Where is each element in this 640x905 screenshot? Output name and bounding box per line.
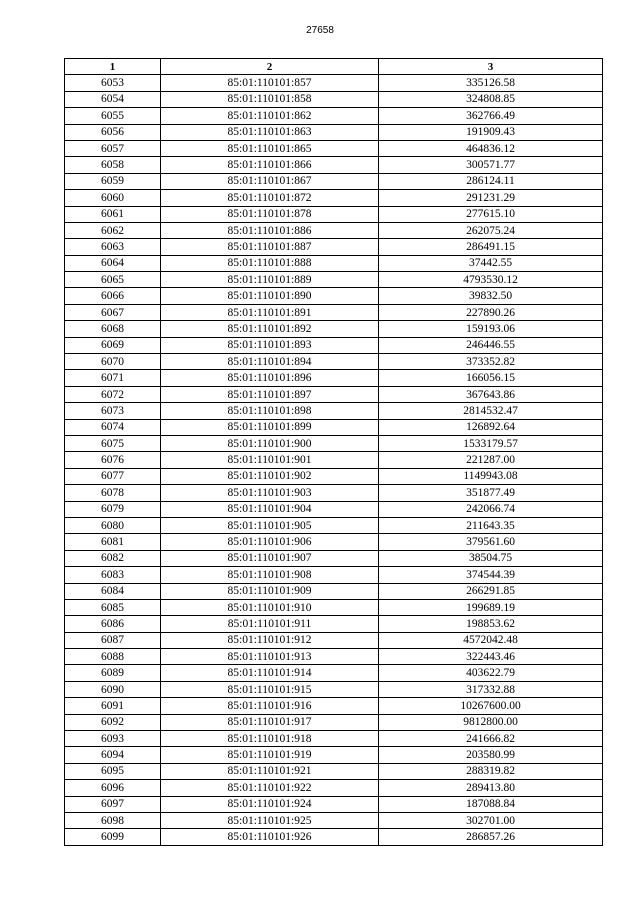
cadastral-number-cell: 85:01:110101:892 — [161, 321, 379, 337]
row-number-cell: 6068 — [65, 321, 161, 337]
row-number-cell: 6072 — [65, 386, 161, 402]
cadastral-number-cell: 85:01:110101:888 — [161, 255, 379, 271]
value-cell: 1149943.08 — [379, 468, 603, 484]
row-number-cell: 6088 — [65, 649, 161, 665]
cadastral-number-cell: 85:01:110101:898 — [161, 403, 379, 419]
table-row — [65, 419, 603, 435]
value-cell: 9812800.00 — [379, 714, 603, 730]
value-cell: 286857.26 — [379, 829, 603, 845]
cadastral-number-cell: 85:01:110101:918 — [161, 731, 379, 747]
row-number-cell: 6087 — [65, 632, 161, 648]
cadastral-number-cell: 85:01:110101:921 — [161, 763, 379, 779]
value-cell: 262075.24 — [379, 222, 603, 238]
value-cell: 159193.06 — [379, 321, 603, 337]
value-cell: 362766.49 — [379, 108, 603, 124]
row-number-cell: 6066 — [65, 288, 161, 304]
value-cell: 10267600.00 — [379, 698, 603, 714]
column-header-1: 1 — [65, 59, 161, 75]
row-number-cell: 6079 — [65, 501, 161, 517]
row-number-cell: 6089 — [65, 665, 161, 681]
value-cell: 373352.82 — [379, 354, 603, 370]
row-number-cell: 6075 — [65, 435, 161, 451]
table-row — [65, 714, 603, 730]
row-number-cell: 6084 — [65, 583, 161, 599]
cadastral-number-cell: 85:01:110101:901 — [161, 452, 379, 468]
value-cell: 221287.00 — [379, 452, 603, 468]
cadastral-number-cell: 85:01:110101:886 — [161, 222, 379, 238]
cadastral-number-cell: 85:01:110101:867 — [161, 173, 379, 189]
cadastral-number-cell: 85:01:110101:863 — [161, 124, 379, 140]
row-number-cell: 6083 — [65, 567, 161, 583]
cadastral-number-cell: 85:01:110101:904 — [161, 501, 379, 517]
row-number-cell: 6069 — [65, 337, 161, 353]
table-row — [65, 124, 603, 140]
cadastral-number-cell: 85:01:110101:887 — [161, 239, 379, 255]
row-number-cell: 6097 — [65, 796, 161, 812]
cadastral-number-cell: 85:01:110101:925 — [161, 812, 379, 828]
table-row — [65, 75, 603, 91]
cadastral-number-cell: 85:01:110101:900 — [161, 435, 379, 451]
cadastral-number-cell: 85:01:110101:865 — [161, 140, 379, 156]
row-number-cell: 6093 — [65, 731, 161, 747]
value-cell: 227890.26 — [379, 304, 603, 320]
cadastral-number-cell: 85:01:110101:911 — [161, 616, 379, 632]
row-number-cell: 6082 — [65, 550, 161, 566]
value-cell: 302701.00 — [379, 812, 603, 828]
row-number-cell: 6057 — [65, 140, 161, 156]
cadastral-number-cell: 85:01:110101:899 — [161, 419, 379, 435]
value-cell: 351877.49 — [379, 485, 603, 501]
value-cell: 166056.15 — [379, 370, 603, 386]
table-row — [65, 91, 603, 107]
table-row — [65, 403, 603, 419]
value-cell: 335126.58 — [379, 75, 603, 91]
value-cell: 379561.60 — [379, 534, 603, 550]
row-number-cell: 6056 — [65, 124, 161, 140]
value-cell: 374544.39 — [379, 567, 603, 583]
table-row — [65, 354, 603, 370]
value-cell: 300571.77 — [379, 157, 603, 173]
value-cell: 317332.88 — [379, 681, 603, 697]
page-number: 27658 — [306, 25, 334, 36]
table-row — [65, 812, 603, 828]
value-cell: 199689.19 — [379, 599, 603, 615]
row-number-cell: 6058 — [65, 157, 161, 173]
table-row — [65, 190, 603, 206]
cadastral-number-cell: 85:01:110101:916 — [161, 698, 379, 714]
value-cell: 367643.86 — [379, 386, 603, 402]
table-row — [65, 288, 603, 304]
value-cell: 187088.84 — [379, 796, 603, 812]
table-row — [65, 681, 603, 697]
table-body — [65, 75, 603, 845]
cadastral-number-cell: 85:01:110101:858 — [161, 91, 379, 107]
value-cell: 277615.10 — [379, 206, 603, 222]
value-cell: 198853.62 — [379, 616, 603, 632]
cadastral-number-cell: 85:01:110101:926 — [161, 829, 379, 845]
row-number-cell: 6073 — [65, 403, 161, 419]
value-cell: 403622.79 — [379, 665, 603, 681]
row-number-cell: 6076 — [65, 452, 161, 468]
row-number-cell: 6081 — [65, 534, 161, 550]
value-cell: 203580.99 — [379, 747, 603, 763]
table-row — [65, 239, 603, 255]
header-row — [65, 59, 603, 75]
row-number-cell: 6060 — [65, 190, 161, 206]
table-row — [65, 616, 603, 632]
row-number-cell: 6078 — [65, 485, 161, 501]
value-cell: 37442.55 — [379, 255, 603, 271]
row-number-cell: 6086 — [65, 616, 161, 632]
cadastral-number-cell: 85:01:110101:862 — [161, 108, 379, 124]
column-header-2: 2 — [161, 59, 379, 75]
row-number-cell: 6092 — [65, 714, 161, 730]
row-number-cell: 6055 — [65, 108, 161, 124]
value-cell: 291231.29 — [379, 190, 603, 206]
table-row — [65, 452, 603, 468]
row-number-cell: 6063 — [65, 239, 161, 255]
row-number-cell: 6067 — [65, 304, 161, 320]
table-row — [65, 829, 603, 845]
row-number-cell: 6080 — [65, 517, 161, 533]
value-cell: 4572042.48 — [379, 632, 603, 648]
table-row — [65, 501, 603, 517]
table-row — [65, 272, 603, 288]
value-cell: 211643.35 — [379, 517, 603, 533]
row-number-cell: 6098 — [65, 812, 161, 828]
cadastral-number-cell: 85:01:110101:917 — [161, 714, 379, 730]
value-cell: 286124.11 — [379, 173, 603, 189]
cadastral-number-cell: 85:01:110101:902 — [161, 468, 379, 484]
value-cell: 2814532.47 — [379, 403, 603, 419]
table-row — [65, 255, 603, 271]
table-row — [65, 517, 603, 533]
cadastral-number-cell: 85:01:110101:890 — [161, 288, 379, 304]
cadastral-number-cell: 85:01:110101:919 — [161, 747, 379, 763]
table-row — [65, 321, 603, 337]
table-row — [65, 796, 603, 812]
row-number-cell: 6062 — [65, 222, 161, 238]
cadastral-number-cell: 85:01:110101:912 — [161, 632, 379, 648]
row-number-cell: 6059 — [65, 173, 161, 189]
value-cell: 39832.50 — [379, 288, 603, 304]
cadastral-number-cell: 85:01:110101:906 — [161, 534, 379, 550]
cadastral-number-cell: 85:01:110101:894 — [161, 354, 379, 370]
table-row — [65, 304, 603, 320]
row-number-cell: 6053 — [65, 75, 161, 91]
row-number-cell: 6054 — [65, 91, 161, 107]
cadastral-number-cell: 85:01:110101:909 — [161, 583, 379, 599]
cadastral-number-cell: 85:01:110101:908 — [161, 567, 379, 583]
value-cell: 288319.82 — [379, 763, 603, 779]
table-row — [65, 386, 603, 402]
row-number-cell: 6099 — [65, 829, 161, 845]
value-cell: 191909.43 — [379, 124, 603, 140]
value-cell: 286491.15 — [379, 239, 603, 255]
table-row — [65, 370, 603, 386]
row-number-cell: 6094 — [65, 747, 161, 763]
cadastral-number-cell: 85:01:110101:889 — [161, 272, 379, 288]
table-row — [65, 534, 603, 550]
cadastral-number-cell: 85:01:110101:903 — [161, 485, 379, 501]
table-row — [65, 698, 603, 714]
table-row — [65, 173, 603, 189]
row-number-cell: 6090 — [65, 681, 161, 697]
row-number-cell: 6085 — [65, 599, 161, 615]
cadastral-number-cell: 85:01:110101:857 — [161, 75, 379, 91]
value-cell: 246446.55 — [379, 337, 603, 353]
row-number-cell: 6074 — [65, 419, 161, 435]
value-cell: 322443.46 — [379, 649, 603, 665]
row-number-cell: 6061 — [65, 206, 161, 222]
cadastral-number-cell: 85:01:110101:913 — [161, 649, 379, 665]
value-cell: 241666.82 — [379, 731, 603, 747]
cadastral-number-cell: 85:01:110101:872 — [161, 190, 379, 206]
table-row — [65, 157, 603, 173]
cadastral-number-cell: 85:01:110101:878 — [161, 206, 379, 222]
table-row — [65, 468, 603, 484]
cadastral-number-cell: 85:01:110101:905 — [161, 517, 379, 533]
value-cell: 324808.85 — [379, 91, 603, 107]
value-cell: 242066.74 — [379, 501, 603, 517]
cadastral-number-cell: 85:01:110101:914 — [161, 665, 379, 681]
value-cell: 464836.12 — [379, 140, 603, 156]
cadastral-number-cell: 85:01:110101:924 — [161, 796, 379, 812]
cadastral-number-cell: 85:01:110101:896 — [161, 370, 379, 386]
table-row — [65, 222, 603, 238]
row-number-cell: 6095 — [65, 763, 161, 779]
row-number-cell: 6071 — [65, 370, 161, 386]
value-cell: 4793530.12 — [379, 272, 603, 288]
cadastral-number-cell: 85:01:110101:910 — [161, 599, 379, 615]
row-number-cell: 6091 — [65, 698, 161, 714]
row-number-cell: 6070 — [65, 354, 161, 370]
value-cell: 266291.85 — [379, 583, 603, 599]
column-header-3: 3 — [379, 59, 603, 75]
table-row — [65, 583, 603, 599]
value-cell: 126892.64 — [379, 419, 603, 435]
value-cell: 289413.80 — [379, 780, 603, 796]
table-row — [65, 649, 603, 665]
table-row — [65, 780, 603, 796]
row-number-cell: 6077 — [65, 468, 161, 484]
table-row — [65, 435, 603, 451]
table-row — [65, 567, 603, 583]
table-row — [65, 599, 603, 615]
table-row — [65, 632, 603, 648]
table-row — [65, 747, 603, 763]
cadastral-number-cell: 85:01:110101:866 — [161, 157, 379, 173]
cadastral-number-cell: 85:01:110101:922 — [161, 780, 379, 796]
table-row — [65, 665, 603, 681]
cadastral-number-cell: 85:01:110101:893 — [161, 337, 379, 353]
table-row — [65, 763, 603, 779]
table-row — [65, 550, 603, 566]
table-row — [65, 108, 603, 124]
table-header — [65, 59, 603, 75]
table-row — [65, 337, 603, 353]
table-row — [65, 140, 603, 156]
value-cell: 38504.75 — [379, 550, 603, 566]
row-number-cell: 6064 — [65, 255, 161, 271]
table-row — [65, 731, 603, 747]
registry-table — [64, 58, 603, 846]
table-row — [65, 206, 603, 222]
cadastral-number-cell: 85:01:110101:891 — [161, 304, 379, 320]
value-cell: 1533179.57 — [379, 435, 603, 451]
table-row — [65, 485, 603, 501]
row-number-cell: 6096 — [65, 780, 161, 796]
cadastral-number-cell: 85:01:110101:897 — [161, 386, 379, 402]
row-number-cell: 6065 — [65, 272, 161, 288]
cadastral-number-cell: 85:01:110101:907 — [161, 550, 379, 566]
cadastral-number-cell: 85:01:110101:915 — [161, 681, 379, 697]
